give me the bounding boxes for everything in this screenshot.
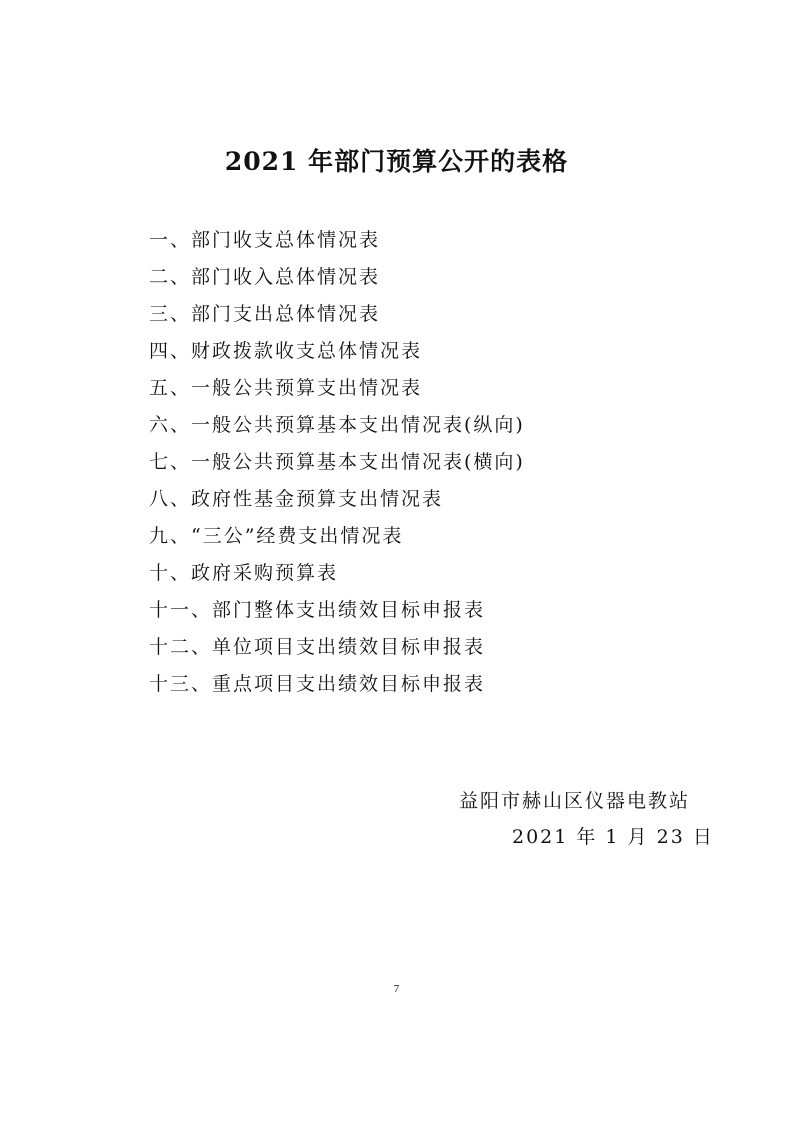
issue-date: 2021 年 1 月 23 日 <box>512 826 714 848</box>
list-item: 五、一般公共预算支出情况表 <box>149 377 423 399</box>
list-item: 十三、重点项目支出绩效目标申报表 <box>149 673 486 695</box>
list-item: 八、政府性基金预算支出情况表 <box>149 488 444 510</box>
list-item: 十、政府采购预算表 <box>149 562 339 584</box>
list-item: 六、一般公共预算基本支出情况表(纵向) <box>149 414 525 436</box>
list-item: 十二、单位项目支出绩效目标申报表 <box>149 636 486 658</box>
list-item: 十一、部门整体支出绩效目标申报表 <box>149 599 486 621</box>
list-item: 四、财政拨款收支总体情况表 <box>149 340 423 362</box>
list-item: 七、一般公共预算基本支出情况表(横向) <box>149 451 525 473</box>
list-item: 二、部门收入总体情况表 <box>149 266 381 288</box>
issuing-organization: 益阳市赫山区仪器电教站 <box>459 790 691 812</box>
document-title: 2021 年部门预算公开的表格 <box>224 147 569 176</box>
page-number: 7 <box>393 983 400 995</box>
list-item: 一、部门收支总体情况表 <box>149 229 381 251</box>
table-list <box>149 222 525 703</box>
list-item: 九、“三公”经费支出情况表 <box>149 525 404 547</box>
list-item: 三、部门支出总体情况表 <box>149 303 381 325</box>
